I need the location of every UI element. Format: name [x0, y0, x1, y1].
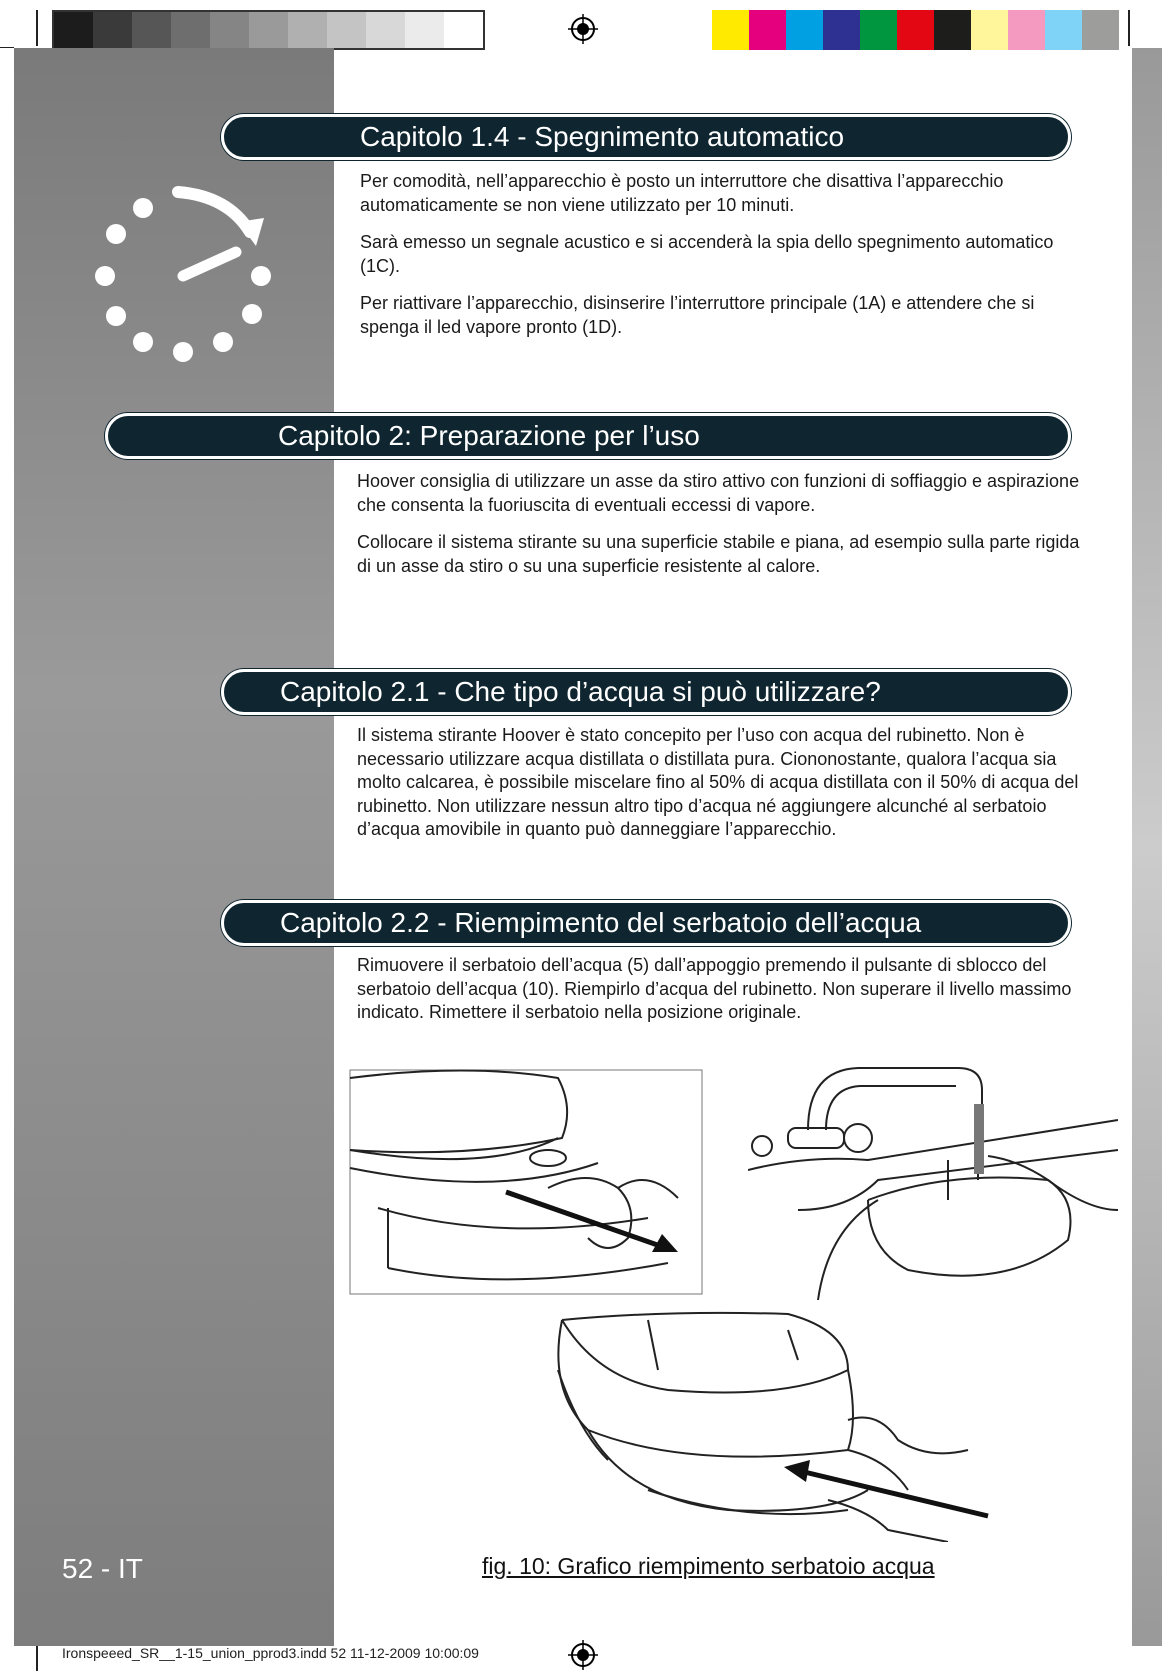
paragraph: Sarà emesso un segnale acustico e si accenderà la spia dello spegnimento automatico (1C). [360, 232, 1054, 276]
registration-mark-icon [568, 14, 598, 44]
color-swatch [749, 10, 786, 50]
color-swatch [1082, 10, 1119, 50]
gray-swatch [249, 12, 288, 48]
trim-line-top-right [1128, 10, 1130, 46]
registration-mark-icon [568, 1640, 598, 1670]
gray-calibration-strip [52, 10, 485, 50]
gray-swatch [366, 12, 405, 48]
section-heading [221, 114, 1071, 160]
color-swatch [1045, 10, 1082, 50]
paragraph: Hoover consiglia di utilizzare un asse da stiro attivo con funzioni di soffiaggio e aspirazione che consenta la fuoriuscita di eventuali eccessi di vapore. [357, 471, 1080, 515]
heading-text: Capitolo 1.4 - Spegnimento automatico [360, 121, 845, 152]
section-body [360, 170, 1080, 353]
illustration-fill-tap [748, 1060, 1118, 1300]
gray-swatch [288, 12, 327, 48]
section-heading [221, 900, 1071, 946]
paragraph: Per riattivare l’apparecchio, disinserire l’interruttore principale (1A) e attendere che si spenga il led vapore pronto (1D). [360, 293, 1035, 337]
color-swatch [712, 10, 749, 50]
gray-swatch [405, 12, 444, 48]
section-heading [221, 669, 1071, 715]
paragraph: Collocare il sistema stirante su una superficie stabile e piana, ad esempio sulla parte rigida di un asse da stiro o su una superficie resistente al calore. [357, 532, 1080, 576]
page-number: 52 - IT [62, 1553, 143, 1584]
gray-swatch [132, 12, 171, 48]
figure-caption: fig. 10: Grafico riempimento serbatoio acqua [482, 1553, 935, 1579]
paragraph: Per comodità, nell’apparecchio è posto un interruttore che disattiva l’apparecchio automaticamente se non viene utilizzato per 10 minuti. [360, 171, 1004, 215]
color-calibration-strip [712, 10, 1119, 50]
heading-text: Capitolo 2: Preparazione per l’uso [278, 420, 700, 451]
illustration-remove-tank [348, 1068, 704, 1298]
trim-line-top-left [36, 10, 38, 46]
color-swatch [897, 10, 934, 50]
gray-swatch [327, 12, 366, 48]
footer-slug: Ironspeeed_SR__1-15_union_pprod3.indd 52 11-12-2009 10:00:09 [62, 1645, 479, 1661]
paragraph: Il sistema stirante Hoover è stato concepito per l’uso con acqua del rubinetto. Non è necessario utilizzare acqua distillata o distillata pura. Ciononostante, qualora l’acqua sia molto calcarea, è possibile miscelare fino al 50% di acqua distillata con il 50% di acqua del rubinetto. Non utilizzare nessun altro tipo d’acqua né aggiungere alcunché al serbatoio d’acqua amovibile in quanto può danneggiare l’apparecchio. [357, 725, 1079, 839]
heading-text: Capitolo 2.1 - Che tipo d’acqua si può utilizzare? [280, 676, 881, 707]
color-swatch [860, 10, 897, 50]
color-swatch [823, 10, 860, 50]
color-swatch [971, 10, 1008, 50]
gray-swatch [210, 12, 249, 48]
color-swatch [934, 10, 971, 50]
section-body [357, 954, 1082, 1039]
illustration-insert-tank [548, 1310, 996, 1542]
paragraph: Rimuovere il serbatoio dell’acqua (5) dall’appoggio premendo il pulsante di sblocco del serbatoio dell’acqua (10). Riempirlo d’acqua del rubinetto. Non superare il livello massimo indicato. Rimettere il serbatoio nella posizione originale. [357, 955, 1072, 1022]
heading-text: Capitolo 2.2 - Riempimento del serbatoio dell’acqua [280, 907, 922, 938]
section-body [357, 470, 1082, 592]
gray-swatch [444, 12, 483, 48]
right-page-edge [1132, 48, 1162, 1646]
trim-line-left [0, 47, 14, 48]
auto-off-clock-icon [88, 180, 278, 370]
section-heading [105, 413, 1071, 459]
color-swatch [786, 10, 823, 50]
gray-swatch [93, 12, 132, 48]
gray-swatch [171, 12, 210, 48]
section-body [357, 724, 1089, 856]
gray-swatch [54, 12, 93, 48]
color-swatch [1008, 10, 1045, 50]
